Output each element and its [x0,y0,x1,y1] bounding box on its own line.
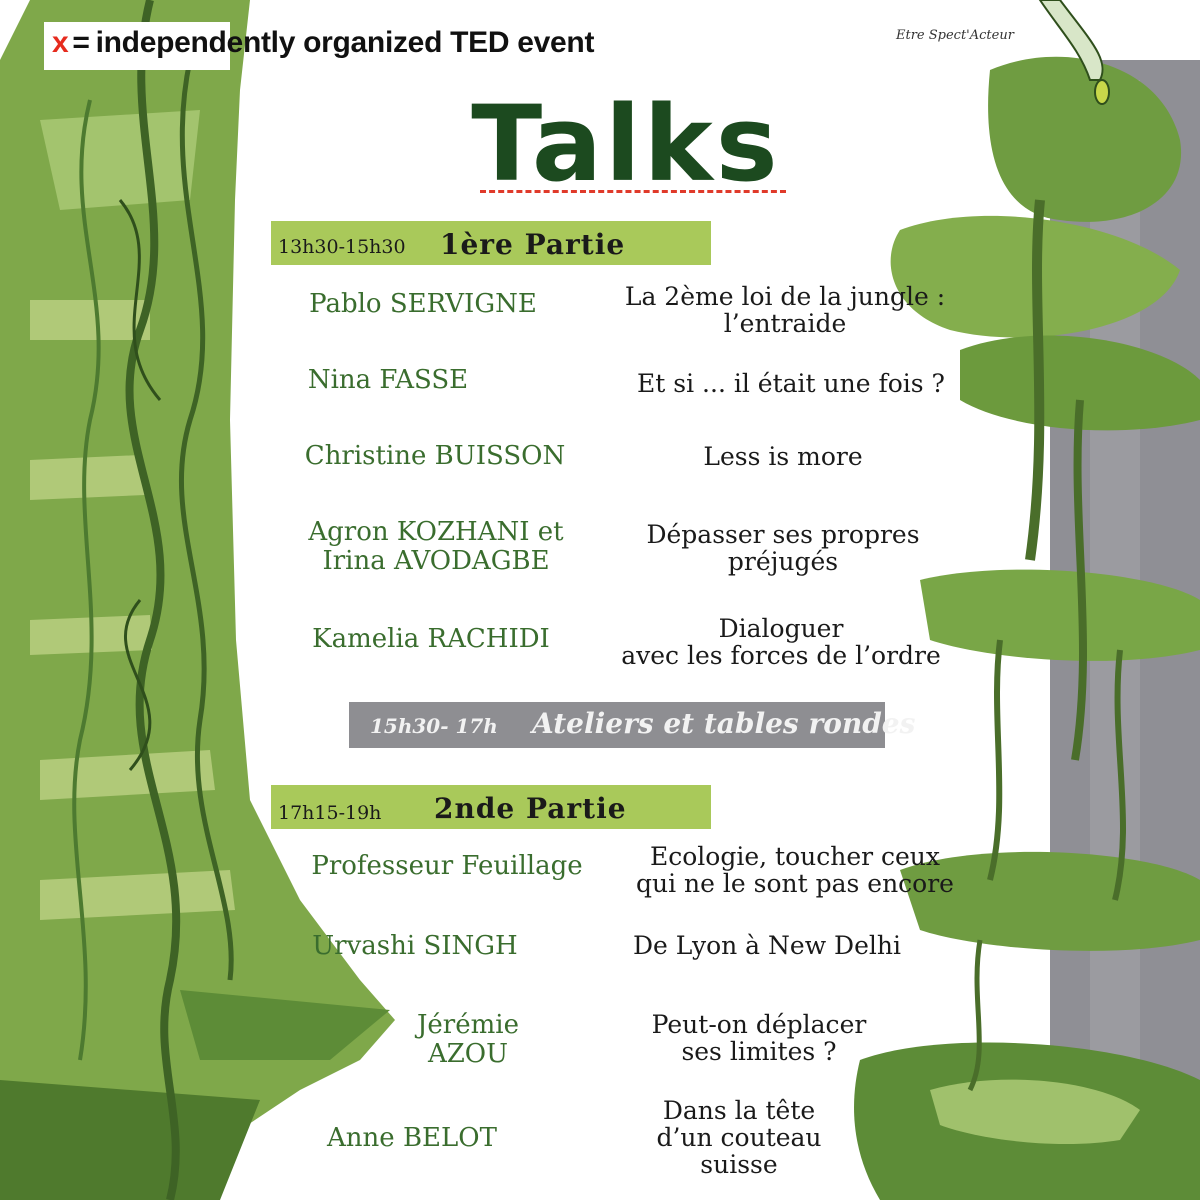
talk-topic: Ecologie, toucher ceux qui ne le sont pas encore [636,842,954,898]
tedx-tagline-text: independently organized TED event [95,26,595,59]
talk-topic: Peut-on déplacer ses limites ? [651,1010,867,1066]
talk-topic: De Lyon à New Delhi [633,931,901,960]
tedx-x-mark: x [52,26,69,59]
talk-topic: Et si ... il était une fois ? [637,369,945,398]
page-title: Talks [471,83,781,205]
talk-speaker: Jérémie AZOU [417,1010,519,1069]
title-underline [480,190,786,193]
tedx-tagline [52,26,594,60]
talk-topic: Dépasser ses propres préjugés [646,520,920,576]
tedx-equals: = [72,26,90,59]
talk-speaker: Pablo SERVIGNE [309,289,537,319]
talk-speaker: Kamelia RACHIDI [312,624,550,654]
part1-time: 13h30-15h30 [278,236,406,258]
signature: Etre Spect'Acteur [896,28,1014,43]
talk-speaker: Professeur Feuillage [311,851,583,881]
talk-speaker: Agron KOZHANI et Irina AVODAGBE [308,517,564,576]
talk-speaker: Anne BELOT [327,1123,497,1153]
talk-topic: La 2ème loi de la jungle : l’entraide [624,282,946,338]
talk-speaker: Urvashi SINGH [312,931,518,961]
part1-name: 1ère Partie [440,228,626,261]
break-name: Ateliers et tables rondes [532,707,916,740]
break-time: 15h30- 17h [370,714,498,738]
part2-time: 17h15-19h [278,802,382,824]
talk-topic: Dans la tête d’un couteau suisse [656,1096,822,1179]
talk-speaker: Christine BUISSON [304,441,566,471]
part2-name: 2nde Partie [434,792,627,825]
talk-topic: Dialoguer avec les forces de l’ordre [621,614,941,670]
talk-speaker: Nina FASSE [307,365,469,395]
talk-topic: Less is more [703,442,863,471]
